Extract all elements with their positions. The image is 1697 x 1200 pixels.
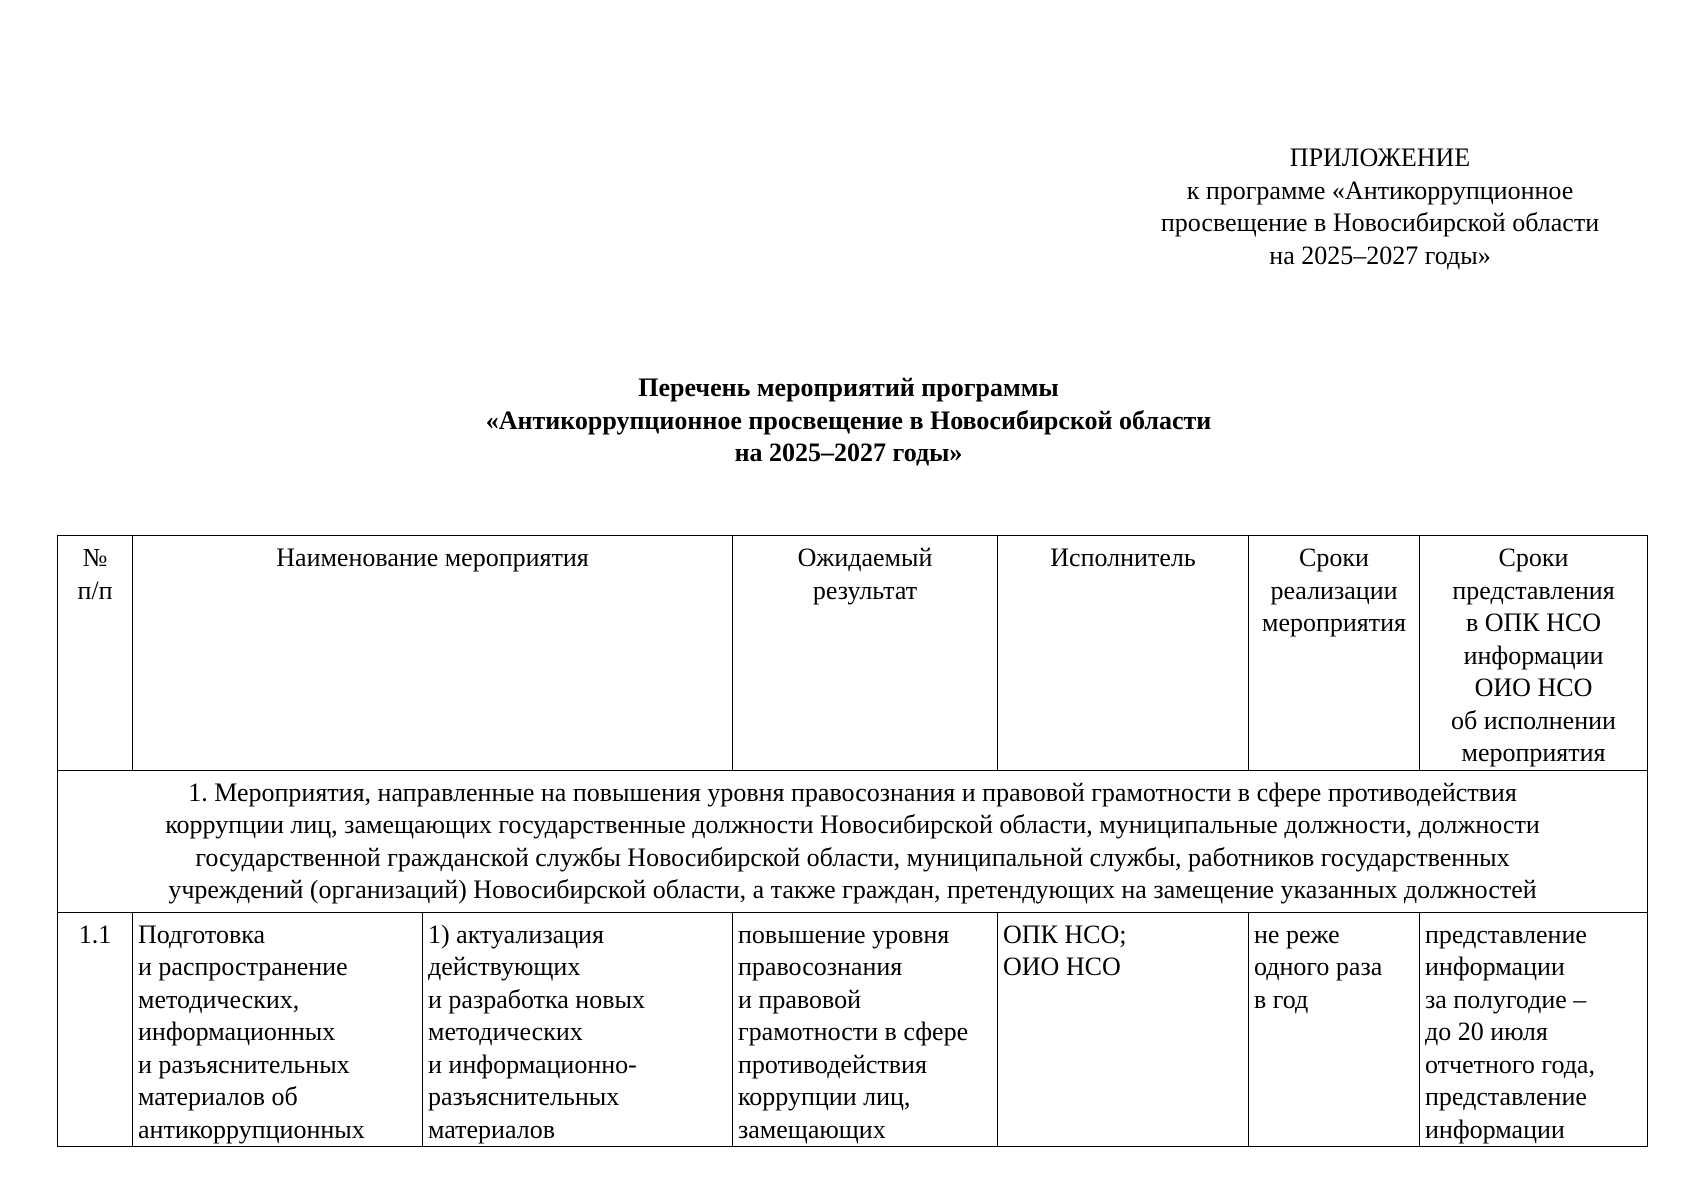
cell-text: действующих [428,952,581,981]
cell-text: и разработка новых [428,984,645,1014]
section-line: учреждений (организаций) Новосибирской области, а также граждан, претендующих на замещение указанных должностей [168,875,1537,904]
appendix-line: ПРИЛОЖЕНИЕ [1289,143,1471,172]
cell-text: материалов об [138,1082,298,1111]
row-result [733,912,998,1147]
section-heading [58,770,1648,912]
cell-text: и распространение [138,952,348,981]
header-text: об исполнении [1451,705,1616,735]
header-text: в ОПК НСО [1465,608,1602,637]
row-name [133,912,423,1147]
cell-text: до 20 июля [1425,1017,1548,1046]
header-text: представления [1452,575,1615,605]
appendix-line: просвещение в Новосибирской области [1160,208,1600,237]
cell-text: коррупции лиц, [738,1082,911,1111]
section-row [58,770,1648,912]
header-text: Сроки [1299,543,1369,572]
cell-text: ОПК НСО; [1003,919,1127,949]
cell-text: материалов [428,1114,555,1144]
header-text: результат [812,575,918,605]
cell-text: антикоррупционных [138,1114,365,1144]
cell-text: информационных [138,1017,336,1046]
cell-text: информации [1425,1114,1565,1144]
header-result [733,536,998,771]
header-text: Сроки [1498,543,1569,572]
cell-text: и разъяснительных [138,1049,350,1079]
header-executor [998,536,1249,771]
cell-text: Подготовка [138,919,266,949]
section-line: государственной гражданской службы Новосибирской области, муниципальной службы, работников государственных [195,842,1510,872]
appendix-line: на 2025–2027 годы» [1269,240,1491,270]
header-text: мероприятия [1261,608,1406,637]
cell-text: противодействия [738,1049,927,1079]
header-text: реализации [1270,575,1398,605]
header-terms [1249,536,1420,771]
row-executor [998,912,1249,1147]
title-line: на 2025–2027 годы» [734,438,963,467]
title-line: Перечень мероприятий программы [638,373,1059,402]
cell-text: и информационно- [428,1049,637,1079]
header-text: Ожидаемый [797,543,933,572]
cell-text: 1) актуализация [428,919,604,949]
row-report [1420,912,1648,1147]
header-text: ОИО НСО [1474,673,1593,702]
cell-text: методических [428,1017,583,1046]
cell-text: в год [1254,984,1309,1014]
section-line: 1. Мероприятия, направленные на повышения уровня правосознания и правовой грамотности в сфере противодействия [188,777,1517,807]
header-text: информации [1463,640,1604,670]
section-line: коррупции лиц, замещающих государственные должности Новосибирской области, муниципальные должности, должности [165,810,1540,839]
row-terms [1249,912,1420,1147]
header-text: № [82,543,108,572]
cell-text: представление [1425,919,1587,949]
header-name [133,536,733,771]
cell-text: за полугодие – [1425,984,1587,1014]
appendix-line: к программе «Антикоррупционное [1186,175,1574,205]
header-report [1420,536,1648,771]
cell-text: информации [1425,952,1565,981]
cell-text: повышение уровня [738,919,950,949]
cell-text: одного раза [1254,952,1383,981]
row-subitem [423,912,733,1147]
cell-text: правосознания [738,952,903,981]
header-text: мероприятия [1461,738,1606,767]
cell-text: и правовой [738,984,861,1014]
cell-text: ОИО НСО [1003,952,1121,981]
activities-table [57,535,1648,1147]
cell-text: грамотности в сфере [738,1017,969,1046]
cell-text: методических, [138,984,300,1014]
cell-text: представление [1425,1082,1587,1111]
table-header-row [58,536,1648,771]
cell-text: отчетного года, [1425,1049,1595,1079]
header-text: Исполнитель [1050,543,1196,572]
header-text: Наименование мероприятия [276,543,589,572]
cell-text: замещающих [738,1114,886,1144]
table-row [58,912,1648,1147]
row-num: 1.1 [58,912,133,1147]
header-num [58,536,133,771]
header-text: п/п [77,575,113,605]
cell-text: не реже [1254,919,1340,949]
appendix-block [1130,142,1630,272]
document-title [0,372,1697,470]
title-line: «Антикоррупционное просвещение в Новосибирской области [485,405,1212,435]
cell-text: разъяснительных [428,1082,620,1111]
